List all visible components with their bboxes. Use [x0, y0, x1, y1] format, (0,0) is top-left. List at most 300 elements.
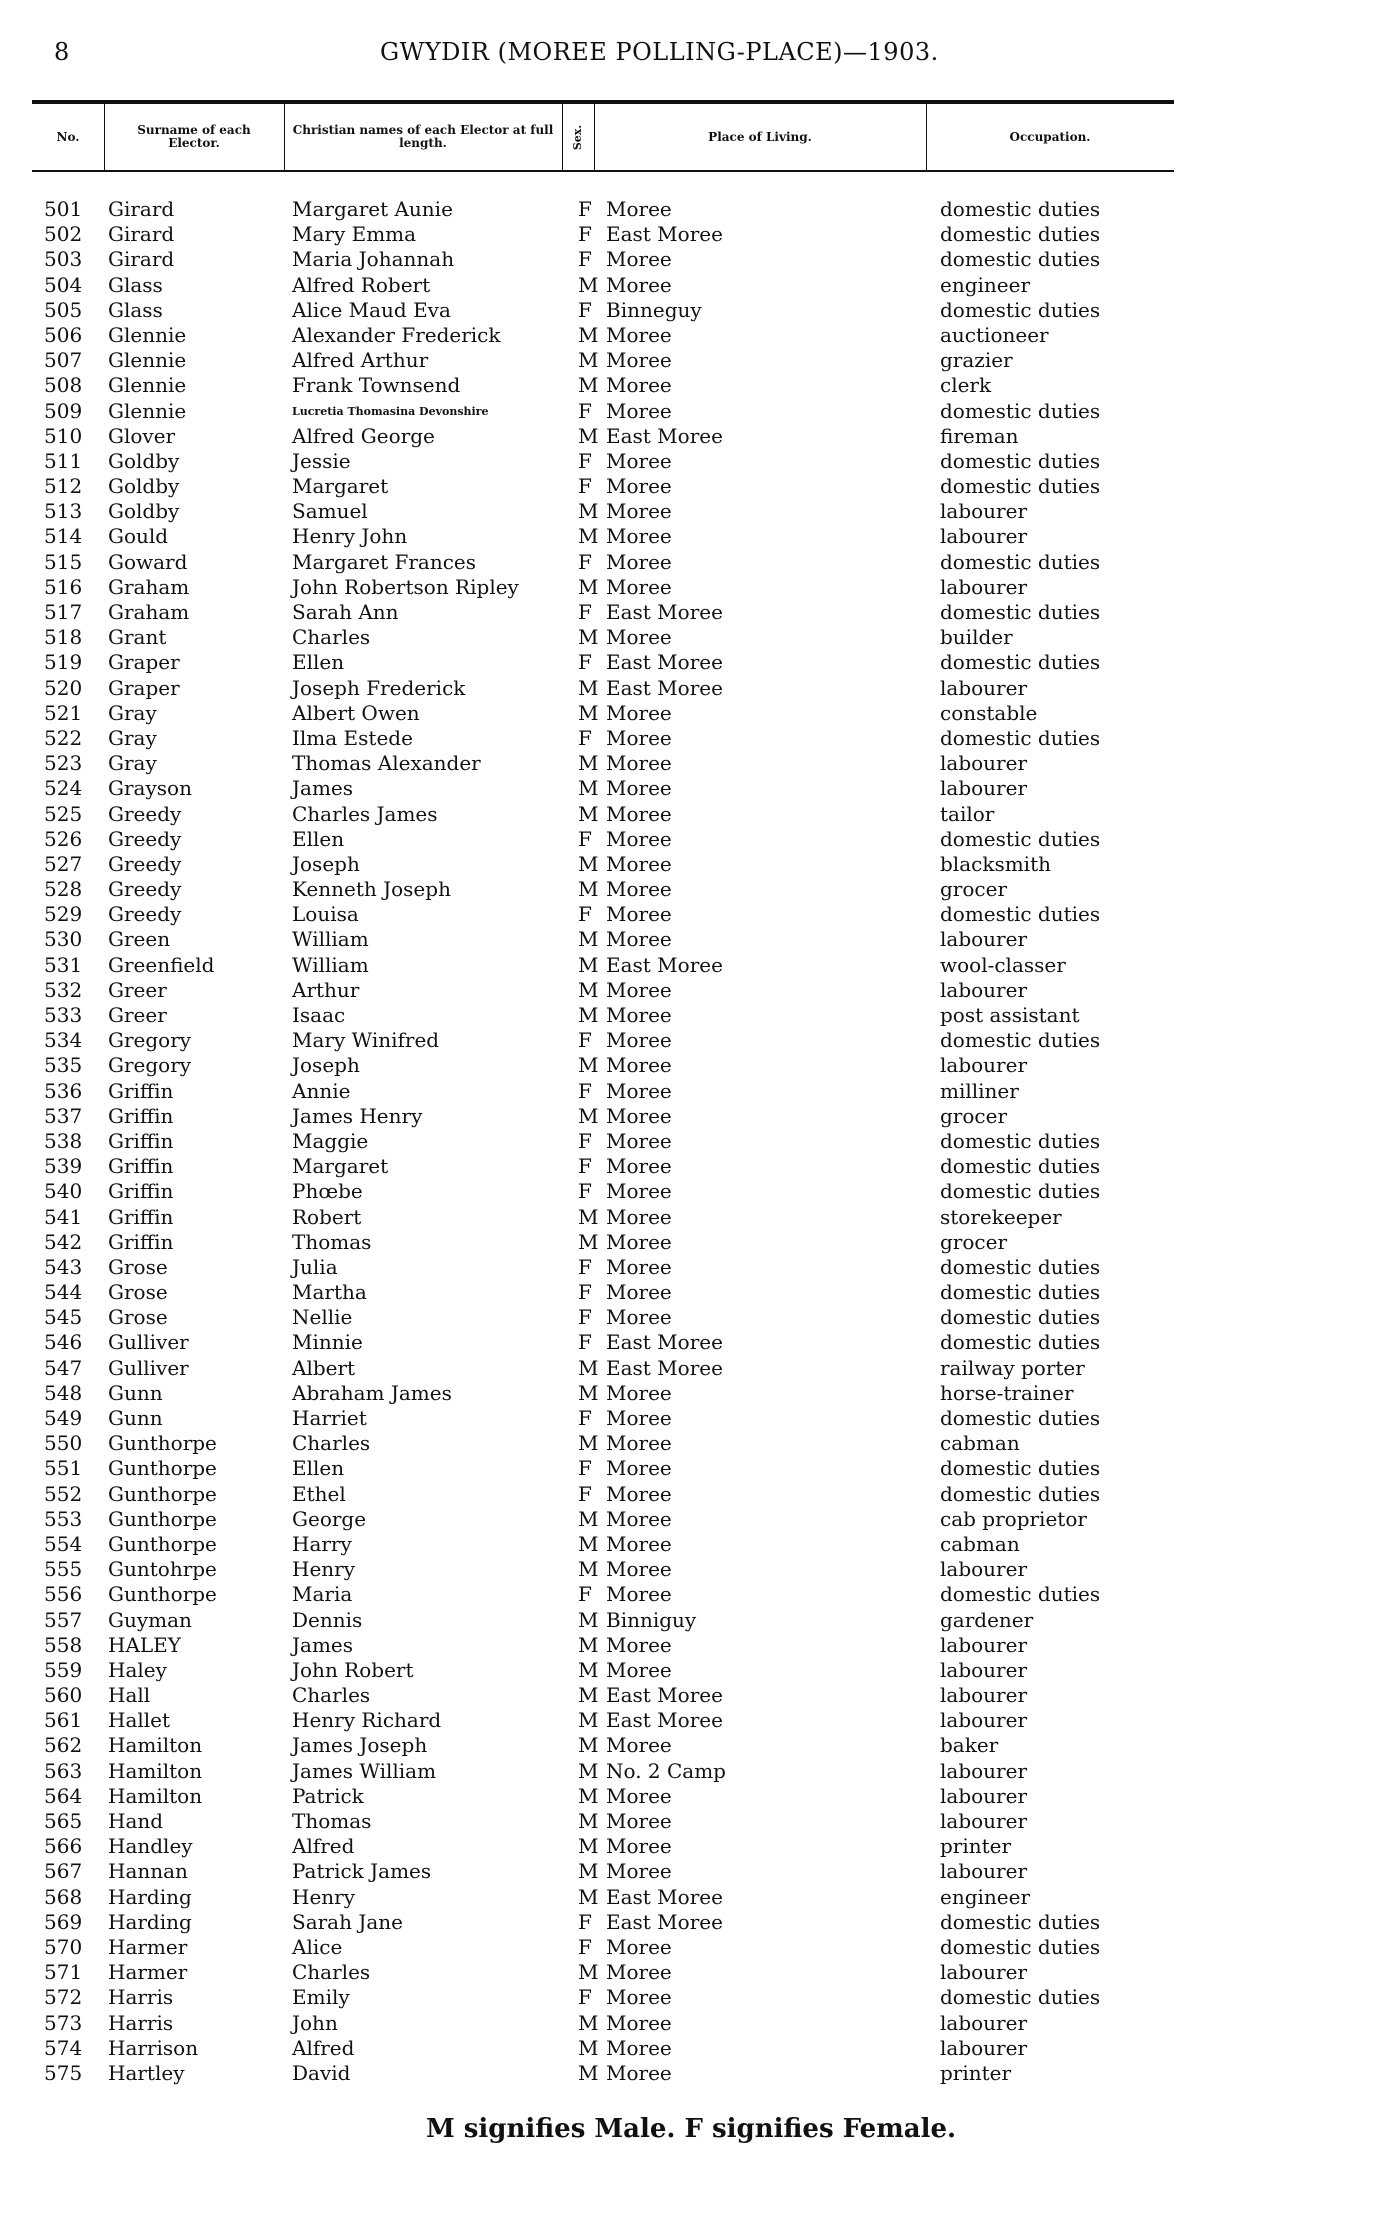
elector-sex: M	[578, 524, 599, 549]
table-row	[0, 1028, 1382, 1053]
elector-occupation: domestic duties	[940, 474, 1101, 499]
table-row	[0, 1482, 1382, 1507]
elector-surname: Hamilton	[108, 1758, 203, 1783]
elector-sex: F	[578, 1934, 592, 1959]
table-row	[0, 802, 1382, 827]
table-row	[0, 550, 1382, 575]
elector-christian-names: Alfred George	[292, 423, 435, 448]
elector-number: 556	[44, 1582, 83, 1607]
elector-sex: F	[578, 826, 592, 851]
elector-place: Moree	[606, 1154, 672, 1179]
elector-sex: F	[578, 197, 592, 221]
elector-place: Moree	[606, 725, 672, 750]
sex-legend-footer: M signifies Male. F signifies Female.	[425, 2114, 957, 2144]
elector-sex: M	[578, 1859, 599, 1884]
elector-place: Moree	[606, 197, 672, 221]
elector-christian-names: James William	[292, 1758, 437, 1783]
column-header-sex	[562, 104, 594, 170]
elector-surname: Gulliver	[108, 1355, 189, 1380]
elector-number: 564	[44, 1783, 83, 1808]
elector-sex: F	[578, 247, 592, 272]
elector-christian-names: Maria Johannah	[292, 247, 455, 272]
elector-surname: Girard	[108, 247, 175, 272]
elector-christian-names: Lucretia Thomasina Devonshire	[292, 404, 489, 418]
table-row	[0, 1885, 1382, 1910]
table-row	[0, 701, 1382, 726]
elector-place: Moree	[606, 524, 672, 549]
elector-place: East Moree	[606, 423, 723, 448]
elector-christian-names: Kenneth Joseph	[292, 877, 451, 902]
elector-number: 529	[44, 902, 83, 927]
table-row	[0, 1053, 1382, 1078]
elector-sex: F	[578, 1481, 592, 1506]
elector-number: 546	[44, 1330, 83, 1355]
elector-occupation: engineer	[940, 1884, 1031, 1909]
elector-number: 573	[44, 2010, 83, 2035]
elector-surname: Hall	[108, 1683, 151, 1708]
table-row	[0, 1960, 1382, 1985]
elector-place: Moree	[606, 1053, 672, 1078]
elector-number: 525	[44, 801, 83, 826]
elector-occupation: domestic duties	[940, 725, 1101, 750]
elector-place: Moree	[606, 272, 672, 297]
elector-surname: Glennie	[108, 373, 187, 398]
elector-sex: M	[578, 1506, 599, 1531]
elector-place: Moree	[606, 1657, 672, 1682]
elector-number: 506	[44, 322, 83, 347]
elector-occupation: domestic duties	[940, 902, 1101, 927]
elector-number: 566	[44, 1834, 83, 1859]
elector-christian-names: Ellen	[292, 826, 345, 851]
elector-sex: F	[578, 1582, 592, 1607]
elector-place: Moree	[606, 549, 672, 574]
elector-place: No. 2 Camp	[606, 1758, 726, 1783]
table-row	[0, 449, 1382, 474]
elector-sex: F	[578, 1909, 592, 1934]
elector-christian-names: John	[292, 2010, 338, 2035]
elector-christian-names: William	[292, 927, 369, 952]
elector-christian-names: Mary Winifred	[292, 1028, 440, 1053]
elector-surname: Goldby	[108, 499, 180, 524]
elector-sex: M	[578, 1380, 599, 1405]
elector-place: Moree	[606, 322, 672, 347]
elector-occupation: domestic duties	[940, 1028, 1101, 1053]
elector-number: 522	[44, 725, 83, 750]
elector-place: Moree	[606, 398, 672, 423]
elector-occupation: storekeeper	[940, 1204, 1062, 1229]
elector-surname: Gulliver	[108, 1330, 189, 1355]
table-row	[0, 1154, 1382, 1179]
elector-number: 535	[44, 1053, 83, 1078]
table-row	[0, 222, 1382, 247]
elector-sex: F	[578, 1028, 592, 1053]
elector-occupation: domestic duties	[940, 549, 1101, 574]
elector-sex: M	[578, 1053, 599, 1078]
elector-christian-names: Maggie	[292, 1128, 369, 1153]
elector-place: East Moree	[606, 222, 723, 247]
table-row	[0, 1557, 1382, 1582]
elector-surname: Greedy	[108, 826, 182, 851]
elector-number: 567	[44, 1859, 83, 1884]
elector-surname: Graper	[108, 650, 180, 675]
elector-occupation: domestic duties	[940, 247, 1101, 272]
column-header-occupation: Occupation.	[1009, 129, 1091, 144]
elector-number: 547	[44, 1355, 83, 1380]
elector-occupation: domestic duties	[940, 398, 1101, 423]
elector-surname: Gunn	[108, 1380, 163, 1405]
elector-christian-names: Charles	[292, 1431, 371, 1456]
elector-sex: F	[578, 549, 592, 574]
elector-number: 562	[44, 1733, 83, 1758]
elector-christian-names: Henry	[292, 1557, 356, 1582]
table-row	[0, 1683, 1382, 1708]
elector-surname: Gunthorpe	[108, 1431, 217, 1456]
table-row	[0, 650, 1382, 675]
elector-sex: M	[578, 574, 599, 599]
elector-occupation: blacksmith	[940, 851, 1051, 876]
elector-occupation: labourer	[940, 1683, 1028, 1708]
elector-surname: Gray	[108, 700, 157, 725]
elector-occupation: labourer	[940, 927, 1028, 952]
elector-sex: M	[578, 1834, 599, 1859]
elector-number: 572	[44, 1985, 83, 2010]
elector-number: 516	[44, 574, 83, 599]
elector-surname: Glennie	[108, 322, 187, 347]
elector-occupation: labourer	[940, 751, 1028, 776]
elector-christian-names: Ellen	[292, 1456, 345, 1481]
elector-place: East Moree	[606, 650, 723, 675]
elector-occupation: printer	[940, 1834, 1012, 1859]
elector-sex: F	[578, 725, 592, 750]
elector-number: 549	[44, 1406, 83, 1430]
elector-christian-names: Louisa	[292, 902, 359, 927]
elector-number: 508	[44, 373, 83, 398]
elector-sex: M	[578, 952, 599, 977]
elector-occupation: labourer	[940, 1809, 1028, 1833]
elector-place: Moree	[606, 1179, 672, 1204]
elector-place: Moree	[606, 1985, 672, 2010]
elector-number: 510	[44, 423, 83, 448]
elector-place: Moree	[606, 348, 672, 373]
elector-occupation: labourer	[940, 1960, 1028, 1985]
table-row	[0, 1305, 1382, 1330]
elector-christian-names: James	[292, 776, 354, 801]
elector-occupation: domestic duties	[940, 1582, 1101, 1607]
elector-surname: Harris	[108, 2010, 174, 2035]
elector-sex: M	[578, 927, 599, 952]
elector-number: 534	[44, 1028, 83, 1053]
elector-christian-names: Harry	[292, 1531, 352, 1556]
table-row	[0, 1633, 1382, 1658]
elector-place: Moree	[606, 1934, 672, 1959]
elector-surname: Hamilton	[108, 1783, 203, 1808]
elector-place: Moree	[606, 1380, 672, 1405]
elector-christian-names: Nellie	[292, 1305, 353, 1330]
elector-surname: Hand	[108, 1809, 164, 1833]
elector-number: 515	[44, 549, 83, 574]
elector-surname: Griffin	[108, 1103, 174, 1128]
elector-place: East Moree	[606, 952, 723, 977]
elector-sex: M	[578, 1204, 599, 1229]
elector-surname: Haley	[108, 1657, 167, 1682]
elector-place: East Moree	[606, 1909, 723, 1934]
elector-place: Moree	[606, 1834, 672, 1859]
elector-sex: M	[578, 1708, 599, 1733]
elector-christian-names: Alfred Arthur	[292, 348, 429, 373]
elector-number: 514	[44, 524, 83, 549]
elector-number: 505	[44, 297, 83, 322]
elector-number: 528	[44, 877, 83, 902]
elector-sex: F	[578, 222, 592, 247]
elector-surname: Harding	[108, 1909, 192, 1934]
elector-occupation: horse-trainer	[940, 1380, 1074, 1405]
elector-sex: M	[578, 1809, 599, 1833]
elector-surname: Grayson	[108, 776, 192, 801]
column-header-no: No.	[56, 129, 80, 144]
elector-place: Moree	[606, 700, 672, 725]
table-row	[0, 1935, 1382, 1960]
table-row	[0, 1608, 1382, 1633]
elector-occupation: cabman	[940, 1531, 1020, 1556]
elector-number: 509	[44, 398, 83, 423]
elector-occupation: clerk	[940, 373, 992, 398]
elector-occupation: fireman	[940, 423, 1019, 448]
elector-place: Moree	[606, 2060, 672, 2085]
elector-number: 539	[44, 1154, 83, 1179]
elector-surname: Gunn	[108, 1406, 163, 1430]
elector-place: Moree	[606, 373, 672, 398]
elector-sex: M	[578, 1003, 599, 1027]
elector-occupation: labourer	[940, 1783, 1028, 1808]
elector-surname: Guntohrpe	[108, 1557, 217, 1582]
elector-occupation: labourer	[940, 1758, 1028, 1783]
table-row	[0, 2036, 1382, 2061]
elector-sex: M	[578, 1531, 599, 1556]
table-row	[0, 1079, 1382, 1104]
elector-christian-names: Emily	[292, 1985, 350, 2010]
elector-occupation: auctioneer	[940, 322, 1049, 347]
elector-occupation: labourer	[940, 2010, 1028, 2035]
elector-number: 545	[44, 1305, 83, 1330]
elector-christian-names: Phœbe	[292, 1179, 363, 1204]
column-divider	[284, 104, 285, 170]
elector-place: Moree	[606, 1254, 672, 1279]
table-row	[0, 399, 1382, 424]
elector-sex: F	[578, 1254, 592, 1279]
table-row	[0, 2061, 1382, 2086]
table-row	[0, 1859, 1382, 1884]
elector-number: 563	[44, 1758, 83, 1783]
elector-place: Moree	[606, 448, 672, 473]
elector-christian-names: Sarah Jane	[292, 1909, 404, 1934]
elector-sex: M	[578, 1229, 599, 1254]
elector-occupation: grazier	[940, 348, 1013, 373]
elector-place: Moree	[606, 1003, 672, 1027]
table-row	[0, 323, 1382, 348]
elector-surname: Griffin	[108, 1128, 174, 1153]
elector-surname: Gunthorpe	[108, 1506, 217, 1531]
elector-number: 550	[44, 1431, 83, 1456]
elector-christian-names: Isaac	[292, 1003, 346, 1027]
elector-place: Moree	[606, 977, 672, 1002]
elector-place: Moree	[606, 776, 672, 801]
elector-occupation: domestic duties	[940, 197, 1101, 221]
elector-christian-names: Charles	[292, 1683, 371, 1708]
elector-christian-names: Margaret Aunie	[292, 197, 453, 221]
elector-surname: Graham	[108, 574, 190, 599]
table-row	[0, 1406, 1382, 1431]
table-row	[0, 1205, 1382, 1230]
elector-surname: Gunthorpe	[108, 1531, 217, 1556]
table-row	[0, 1431, 1382, 1456]
elector-christian-names: Harriet	[292, 1406, 367, 1430]
elector-number: 504	[44, 272, 83, 297]
elector-number: 519	[44, 650, 83, 675]
elector-occupation: gardener	[940, 1607, 1034, 1632]
elector-christian-names: Ethel	[292, 1481, 346, 1506]
table-row	[0, 1456, 1382, 1481]
elector-occupation: labourer	[940, 1657, 1028, 1682]
elector-surname: Glennie	[108, 398, 187, 423]
elector-occupation: milliner	[940, 1078, 1019, 1103]
elector-occupation: post assistant	[940, 1003, 1080, 1027]
elector-surname: Griffin	[108, 1154, 174, 1179]
elector-surname: Greedy	[108, 902, 182, 927]
elector-sex: M	[578, 322, 599, 347]
table-row	[0, 1003, 1382, 1028]
elector-surname: Harmer	[108, 1960, 188, 1985]
table-row	[0, 1910, 1382, 1935]
table-row	[0, 273, 1382, 298]
table-row	[0, 1809, 1382, 1834]
elector-surname: Griffin	[108, 1229, 174, 1254]
elector-surname: Griffin	[108, 1078, 174, 1103]
elector-place: Moree	[606, 851, 672, 876]
elector-sex: M	[578, 2010, 599, 2035]
elector-surname: Harrison	[108, 2035, 199, 2060]
table-row	[0, 1381, 1382, 1406]
elector-place: Moree	[606, 927, 672, 952]
elector-christian-names: James Joseph	[292, 1733, 428, 1758]
elector-number: 521	[44, 700, 83, 725]
elector-number: 544	[44, 1280, 83, 1305]
elector-sex: M	[578, 2035, 599, 2060]
elector-place: Moree	[606, 1632, 672, 1657]
table-row	[0, 726, 1382, 751]
elector-surname: Greenfield	[108, 952, 215, 977]
elector-number: 512	[44, 474, 83, 499]
elector-occupation: domestic duties	[940, 1909, 1101, 1934]
elector-occupation: railway porter	[940, 1355, 1085, 1380]
elector-place: Moree	[606, 2035, 672, 2060]
elector-number: 554	[44, 1531, 83, 1556]
elector-number: 557	[44, 1607, 83, 1632]
table-row	[0, 1280, 1382, 1305]
elector-christian-names: Jessie	[292, 448, 351, 473]
elector-surname: Gould	[108, 524, 169, 549]
elector-sex: F	[578, 1406, 592, 1430]
elector-number: 536	[44, 1078, 83, 1103]
table-row	[0, 2011, 1382, 2036]
elector-number: 513	[44, 499, 83, 524]
elector-surname: Gunthorpe	[108, 1481, 217, 1506]
elector-christian-names: Margaret Frances	[292, 549, 477, 574]
elector-sex: M	[578, 675, 599, 700]
table-row	[0, 474, 1382, 499]
elector-christian-names: Annie	[292, 1078, 351, 1103]
elector-number: 507	[44, 348, 83, 373]
elector-christian-names: John Robert	[292, 1657, 414, 1682]
elector-place: Moree	[606, 1557, 672, 1582]
elector-place: Moree	[606, 1783, 672, 1808]
elector-occupation: labourer	[940, 2035, 1028, 2060]
elector-sex: M	[578, 373, 599, 398]
table-row	[0, 902, 1382, 927]
elector-number: 523	[44, 751, 83, 776]
elector-sex: F	[578, 1128, 592, 1153]
table-row	[0, 953, 1382, 978]
elector-sex: M	[578, 2060, 599, 2085]
elector-occupation: domestic duties	[940, 1280, 1101, 1305]
elector-sex: F	[578, 600, 592, 624]
elector-surname: Greedy	[108, 801, 182, 826]
elector-christian-names: Albert	[292, 1355, 356, 1380]
elector-christian-names: Martha	[292, 1280, 367, 1305]
elector-sex: M	[578, 776, 599, 801]
elector-christian-names: Charles	[292, 625, 371, 650]
elector-christian-names: Joseph	[292, 851, 360, 876]
elector-christian-names: John Robertson Ripley	[292, 574, 519, 599]
elector-sex: M	[578, 1103, 599, 1128]
elector-sex: M	[578, 1431, 599, 1456]
elector-surname: Glass	[108, 272, 163, 297]
elector-place: Binneguy	[606, 297, 702, 322]
elector-surname: Glover	[108, 423, 176, 448]
elector-sex: M	[578, 977, 599, 1002]
table-row	[0, 1532, 1382, 1557]
elector-surname: Hallet	[108, 1708, 171, 1733]
elector-place: Moree	[606, 1431, 672, 1456]
table-row	[0, 575, 1382, 600]
table-row	[0, 1330, 1382, 1355]
elector-occupation: baker	[940, 1733, 999, 1758]
elector-christian-names: Henry Richard	[292, 1708, 442, 1733]
elector-christian-names: William	[292, 952, 369, 977]
elector-sex: F	[578, 1456, 592, 1481]
elector-christian-names: James Henry	[292, 1103, 423, 1128]
table-row	[0, 348, 1382, 373]
elector-number: 537	[44, 1103, 83, 1128]
elector-sex: F	[578, 1985, 592, 2010]
elector-surname: Hartley	[108, 2060, 185, 2085]
elector-number: 548	[44, 1380, 83, 1405]
elector-surname: Grant	[108, 625, 167, 650]
table-row	[0, 1834, 1382, 1859]
elector-sex: M	[578, 1632, 599, 1657]
table-row	[0, 1658, 1382, 1683]
elector-christian-names: Albert Owen	[292, 700, 420, 725]
elector-surname: Grose	[108, 1254, 168, 1279]
elector-surname: Harmer	[108, 1934, 188, 1959]
elector-number: 542	[44, 1229, 83, 1254]
elector-occupation: labourer	[940, 977, 1028, 1002]
table-row	[0, 424, 1382, 449]
elector-christian-names: Robert	[292, 1204, 362, 1229]
table-row	[0, 1759, 1382, 1784]
elector-sex: M	[578, 751, 599, 776]
elector-christian-names: Sarah Ann	[292, 600, 399, 624]
elector-number: 574	[44, 2035, 83, 2060]
